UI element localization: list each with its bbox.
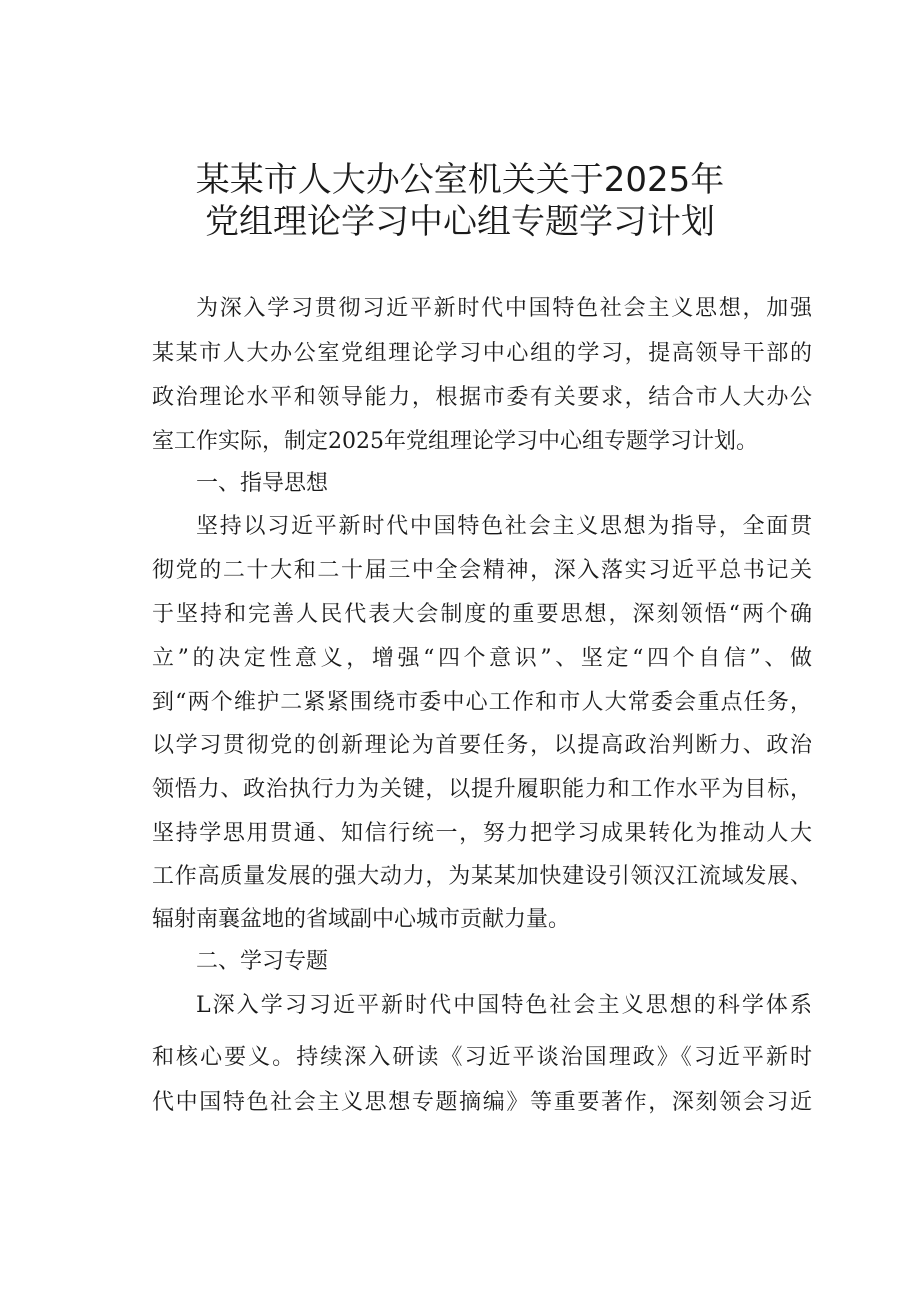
section-heading-guiding-thought: 一、指导思想 (196, 471, 329, 496)
section1-line: 以学习贯彻党的创新理论为首要任务，以提高政治判断力、政治 (152, 733, 812, 758)
intro-line: 某某市人大办公室党组理论学习中心组的学习，提高领导干部的 (152, 341, 812, 366)
section1-line: 辐射南襄盆地的省域副中心城市贡献力量。 (152, 907, 571, 932)
section-heading-study-topics: 二、学习专题 (196, 949, 329, 974)
document-title-line-2: 党组理论学习中心组专题学习计划 (205, 202, 715, 242)
section1-line: 彻党的二十大和二十届三中全会精神，深入落实习近平总书记关 (152, 558, 812, 583)
section1-line: 坚持以习近平新时代中国特色社会主义思想为指导，全面贯 (196, 514, 812, 539)
intro-line: 政治理论水平和领导能力，根据市委有关要求，结合市人大办公 (152, 385, 812, 410)
intro-line: 为深入学习贯彻习近平新时代中国特色社会主义思想，加强 (196, 296, 812, 321)
document-title-line-1: 某某市人大办公室机关关于2025年 (195, 160, 725, 200)
section1-line: 坚持学思用贯通、知信行统一，努力把学习成果转化为推动人大 (152, 821, 812, 846)
section2-line: 和核心要义。持续深入研读《习近平谈治国理政》《习近平新时 (152, 1045, 812, 1070)
section1-line: 工作高质量发展的强大动力，为某某加快建设引领汉江流域发展、 (152, 864, 812, 889)
section1-line: 领悟力、政治执行力为关键，以提升履职能力和工作水平为目标， (152, 777, 812, 802)
section1-line: 于坚持和完善人民代表大会制度的重要思想，深刻领悟“两个确 (152, 602, 812, 627)
section1-line: 到“两个维护二紧紧围绕市委中心工作和市人大常委会重点任务， (152, 690, 812, 715)
section2-line: L深入学习习近平新时代中国特色社会主义思想的科学体系 (196, 993, 812, 1018)
section1-line: 立”的决定性意义，增强“四个意识”、坚定“四个自信”、做 (152, 646, 812, 671)
intro-line: 室工作实际，制定2025年党组理论学习中心组专题学习计划。 (152, 429, 758, 454)
section2-line: 代中国特色社会主义思想专题摘编》等重要著作，深刻领会习近 (152, 1090, 812, 1115)
